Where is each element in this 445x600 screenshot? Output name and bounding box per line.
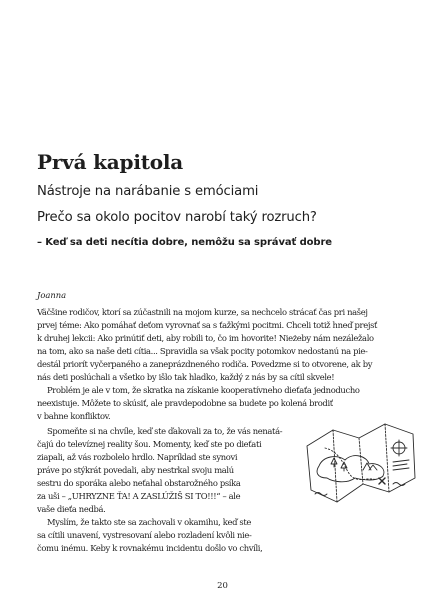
body-line: k druhej lekcii: Ako prinútiť deti, aby robili to, čo im hovorite! Nieżeby nám nezáležalo (37, 333, 374, 343)
body-line: Myslím, že takto ste sa zachovali v okamihu, keď ste (47, 517, 251, 527)
chapter-title: Prvá kapitola (37, 150, 184, 174)
chapter-subtitle-2: Prečo sa okolo pocitov narobí taký rozruch? (37, 210, 317, 225)
body-line: prvej téme: Ako pomáhať deťom vyrovnať sa s ťažkými pocitmi. Chceli totiž hneď prejsť (37, 320, 378, 330)
body-line: nás deti poslúchali a všetko by išlo tak hladko, každý z nás by sa cítil skvele! (37, 372, 335, 382)
body-line: za uši – „UHRYZNE ŤA! A ZASLÚŽIŠ SI TO!!!“ – ale (37, 491, 241, 501)
body-line: neexistuje. Môžete to skúsiť, ale pravdepodobne sa budete po kolená brodiť (37, 398, 333, 408)
chapter-tagline: – Keď sa deti necítia dobre, nemôžu sa správať dobre (37, 237, 332, 248)
body-line: v bahne konfliktov. (37, 411, 111, 421)
body-line: Spomeňte si na chvíle, keď ste ďakovali za to, že vás nenatá- (47, 426, 283, 436)
body-line: práve po stýkrát povedali, aby nestrkal svoju malú (37, 465, 234, 475)
page-number: 20 (217, 581, 228, 591)
body-line: sa cítili unavení, vystresovaní alebo rozladení kvôli nie- (37, 530, 252, 540)
body-line: ziapali, až vás rozbolelo hrdlo. Napríklad ste synovi (37, 452, 238, 462)
chapter-subtitle-1: Nástroje na narábanie s emóciami (37, 184, 259, 199)
body-line: čajú do televíznej reality šou. Momenty, keď ste po dieťati (37, 439, 262, 449)
body-line: na tom, ako sa naše deti cítia... Spravidla sa však pocity potomkov nedostanú na pie- (37, 346, 368, 356)
body-line: Väčšine rodičov, ktorí sa zúčastnili na mojom kurze, sa nechcelo strácať čas pri našej (37, 307, 368, 317)
body-line: čomu inému. Keby k rovnakému incidentu došlo vo chvíli, (37, 543, 263, 553)
body-line: destál priorít vyčerpaného a zaneprázdneného rodiča. Povedzme si to otvorene, ak by (37, 359, 373, 369)
body-line: vaše dieťa nedbá. (37, 504, 106, 514)
body-line: sestru do sporáka alebo neťahal obstarožného psíka (37, 478, 241, 488)
author-name: Joanna (37, 290, 67, 300)
treasure-map-icon (303, 418, 418, 508)
body-line: Problém je ale v tom, že skratka na získanie kooperatívneho dieťaťa jednoducho (47, 385, 360, 395)
